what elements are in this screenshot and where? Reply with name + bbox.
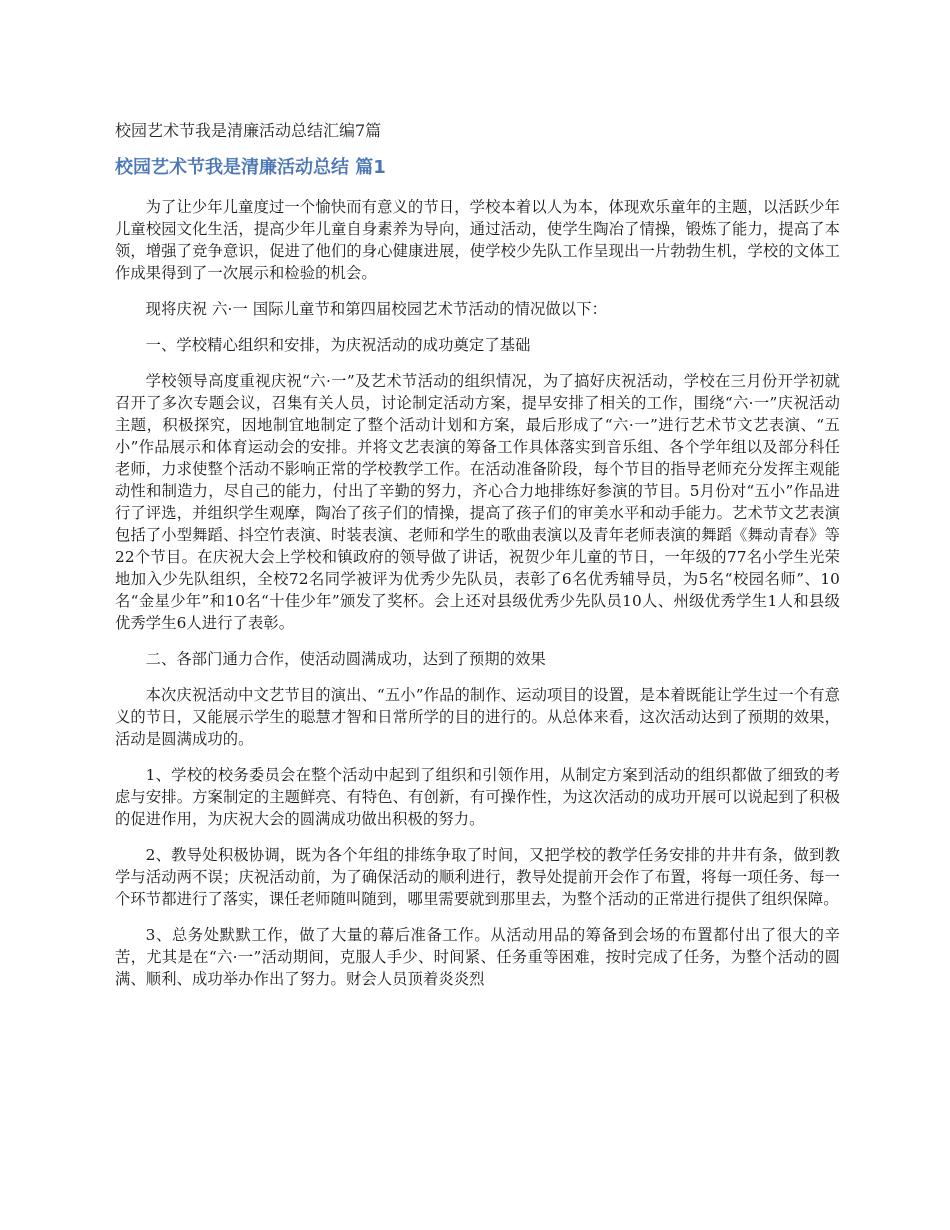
document-page [115,120,840,1004]
paragraph-subheading-1: 一、学校精心组织和安排，为庆祝活动的成功奠定了基础 [145,336,531,354]
paragraph-item-3: 3、总务处默默工作，做了大量的幕后准备工作。从活动用品的筹备到会场的布置都付出了很大的辛苦，尤其是在“六·一”活动期间，克服人手少、时间紧、任务重等困难，按时完成了任务，为整个活动的圆满、顺利、成功举办作出了努力。财会人员顶着炎炎烈 [115,926,840,988]
paragraph-overview: 现将庆祝 六·一 国际儿童节和第四届校园艺术节活动的情况做以下： [145,300,607,318]
paragraph-organization: 学校领导高度重视庆祝“六·一”及艺术节活动的组织情况，为了搞好庆祝活动，学校在三月份开学初就召开了多次专题会议，召集有关人员，讨论制定活动方案，提早安排了相关的工作，围绕“六·一”庆祝活动主题，积极探究，因地制宜地制定了整个活动计划和方案，最后形成了“六·一”进行艺术节文艺表演、“五小”作品展示和体育运动会的安排。并将文艺表演的筹备工作具体落实到音乐组、各个学年组以及部分科任老师，力求使整个活动不影响正常的学校教学工作。在活动准备阶段，每个节目的指导老师充分发挥主观能动性和制造力，尽自己的能力，付出了辛勤的努力，齐心合力地排练好参演的节目。5月份对“五小”作品进行了评选，并组织学生观摩，陶冶了孩子们的情操，提高了孩子们的审美水平和动手能力。艺术节文艺表演包括了小型舞蹈、抖空竹表演、时装表演、老师和学生的歌曲表演以及青年老师表演的舞蹈《舞动青春》等22个节目。在庆祝大会上学校和镇政府的领导做了讲话，祝贺少年儿童的节日，一年级的77名小学生光荣地加入少先队组织，全校72名同学被评为优秀少先队员，表彰了6名优秀辅导员，为5名“校园名师”、10名“金星少年”和10名“十佳少年”颁发了奖杯。会上还对县级优秀少先队员10人、州级优秀学生1人和县级优秀学生6人进行了表彰。 [115,372,840,632]
paragraph-item-2: 2、教导处积极协调，既为各个年组的排练争取了时间，又把学校的教学任务安排的井井有条，做到教学与活动两不误；庆祝活动前，为了确保活动的顺利进行，教导处提前开会作了布置，将每一项任务、每一个环节都进行了落实，课任老师随叫随到，哪里需要就到那里去，为整个活动的正常进行提供了组织保障。 [115,846,840,908]
paragraph-item-1: 1、学校的校务委员会在整个活动中起到了组织和引领作用，从制定方案到活动的组织都做了细致的考虑与安排。方案制定的主题鲜亮、有特色、有创新，有可操作性，为这次活动的成功开展可以说起到了积极的促进作用，为庆祝大会的圆满成功做出积极的努力。 [115,766,840,828]
paragraph-subheading-2: 二、各部门通力合作，使活动圆满成功，达到了预期的效果 [145,650,546,668]
paragraph-intro: 为了让少年儿童度过一个愉快而有意义的节日，学校本着以人为本，体现欢乐童年的主题，以活跃少年儿童校园文化生活，提高少年儿童自身素养为导向，通过活动，使学生陶冶了情操，锻炼了能力，提高了本领，增强了竞争意识，促进了他们的身心健康进展，使学校少先队工作呈现出一片勃勃生机，学校的文体工作成果得到了一次展示和检验的机会。 [115,198,840,282]
paragraph-cooperation: 本次庆祝活动中文艺节目的演出、“五小”作品的制作、运动项目的设置，是本着既能让学生过一个有意义的节日，又能展示学生的聪慧才智和日常所学的目的进行的。从总体来看，这次活动达到了预期的效果，活动是圆满成功的。 [115,686,840,748]
document-title: 校园艺术节我是清廉活动总结汇编7篇 [115,121,382,140]
section-heading: 校园艺术节我是清廉活动总结 篇1 [115,157,386,178]
